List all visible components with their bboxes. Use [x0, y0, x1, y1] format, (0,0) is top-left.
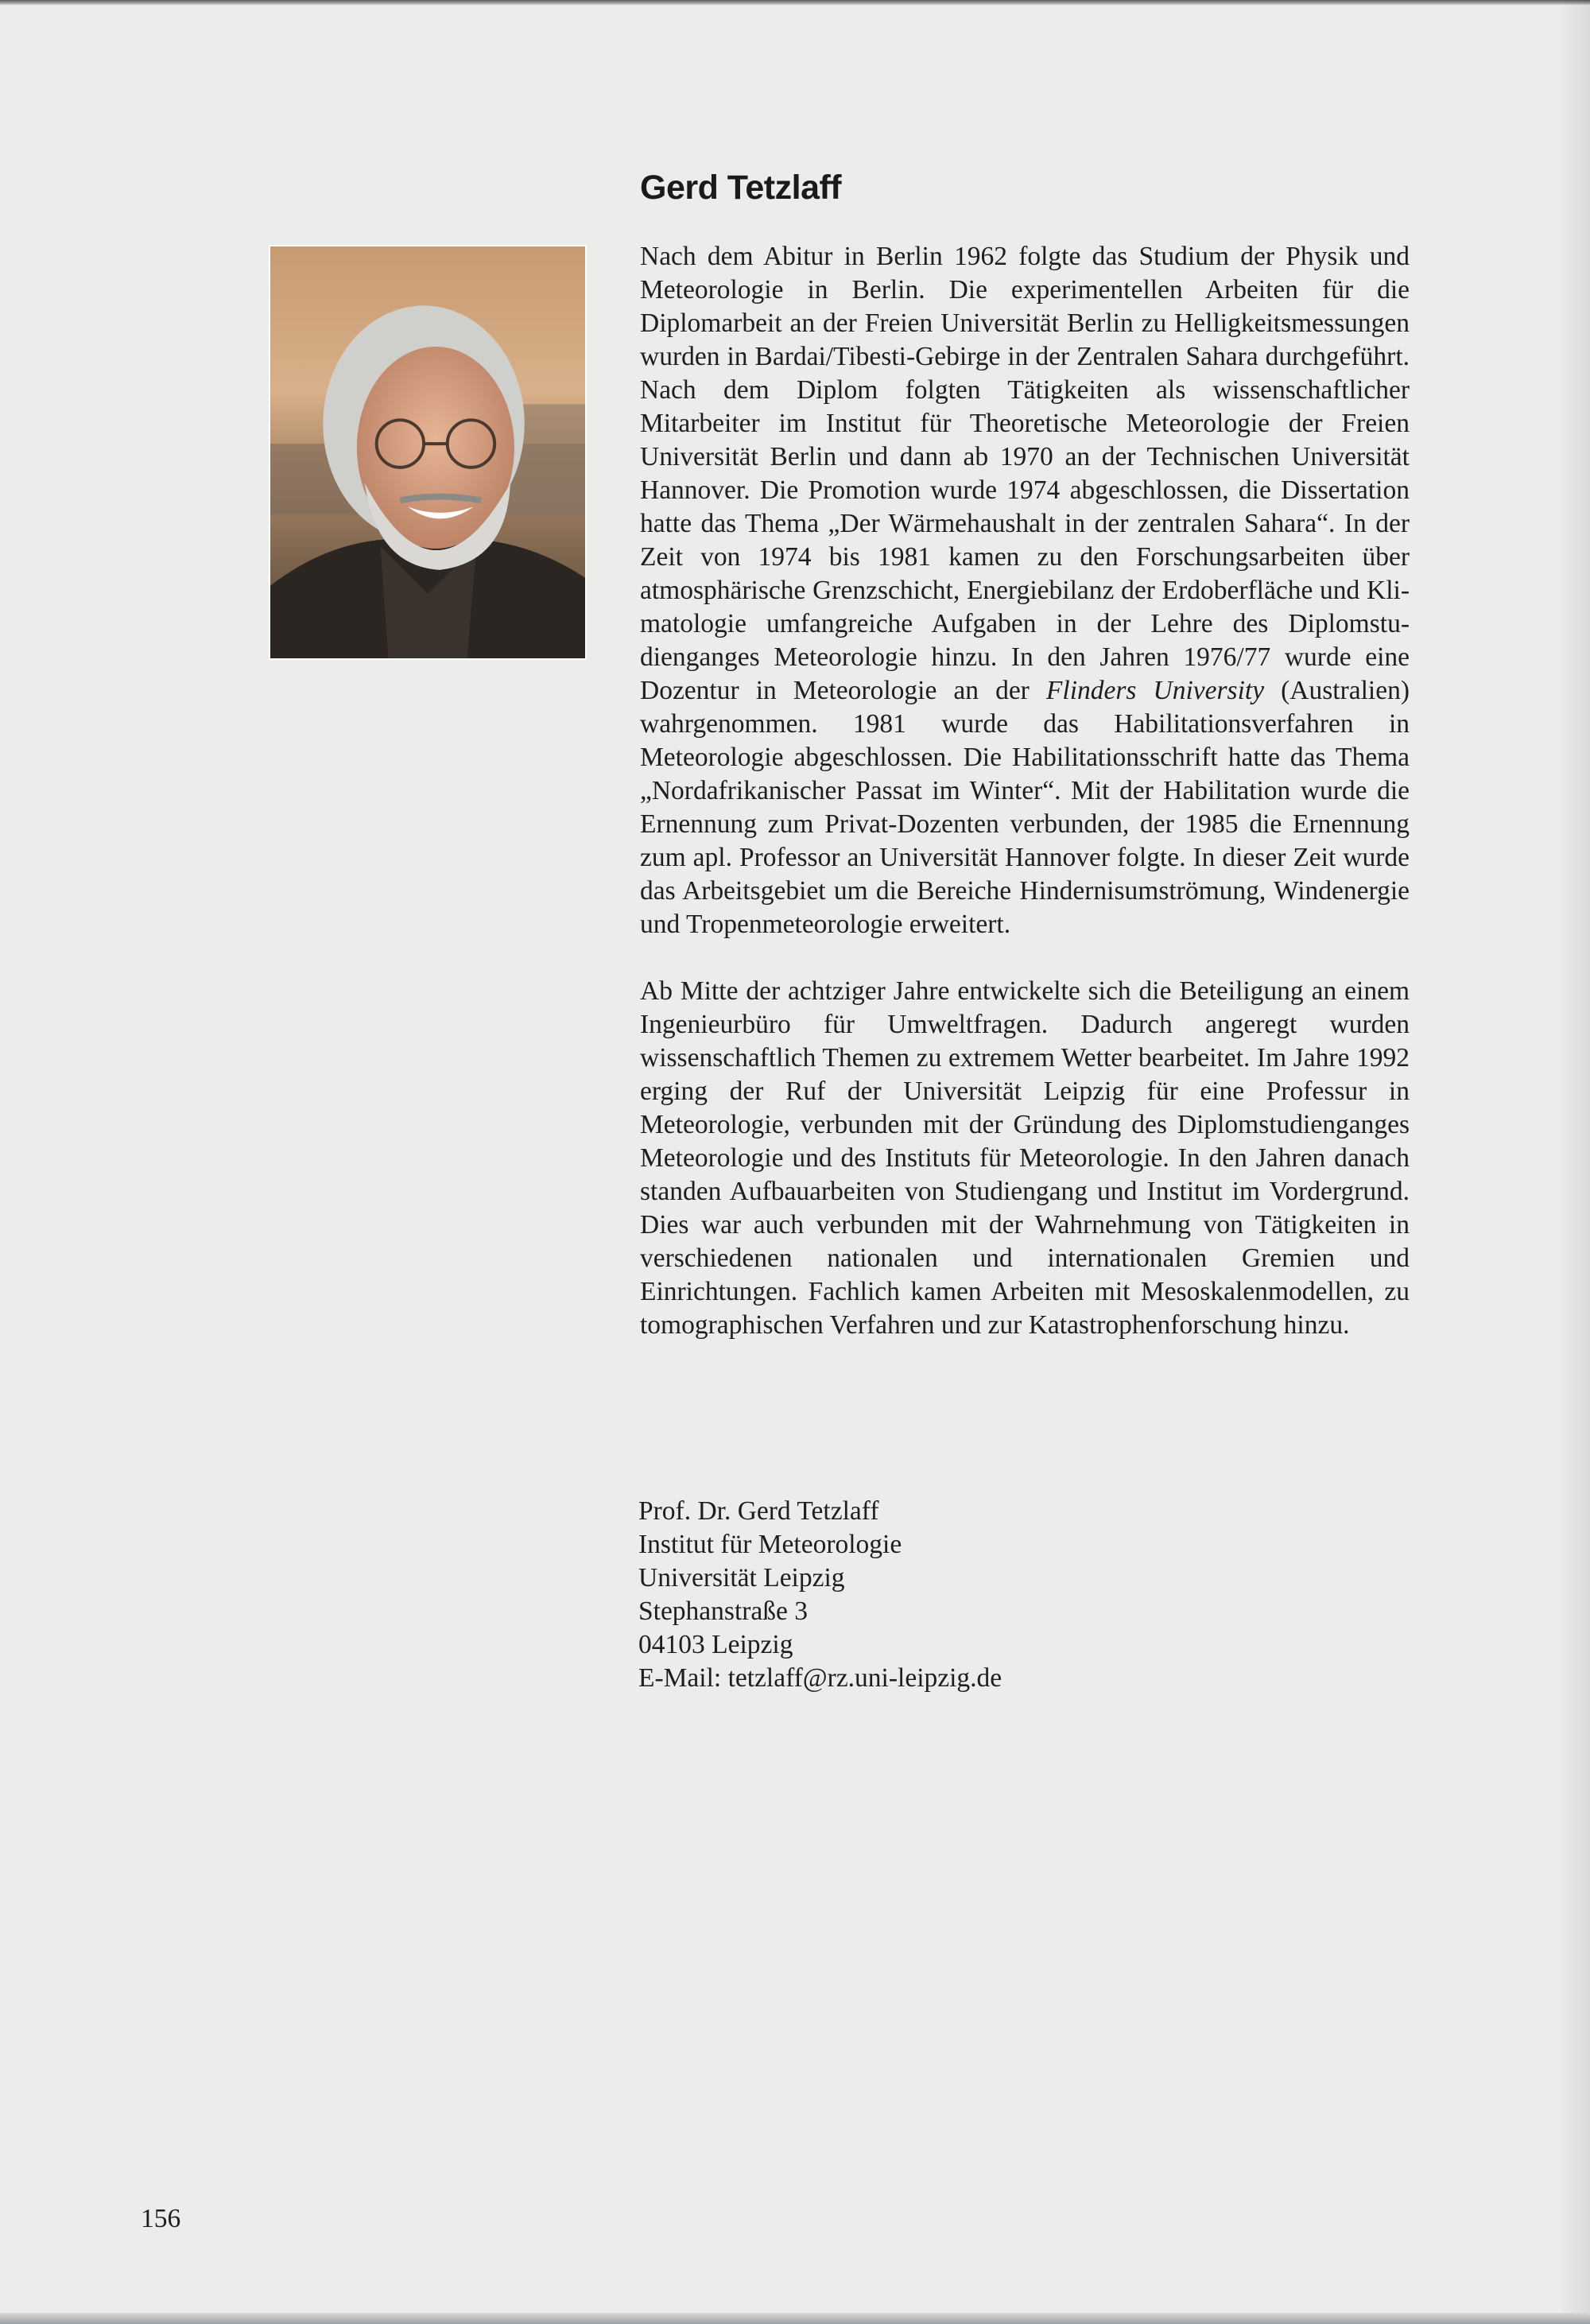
address-city: 04103 Leipzig [638, 1630, 793, 1659]
person-name-heading: Gerd Tetzlaff [640, 169, 842, 207]
page-bottom-edge [0, 2313, 1590, 2324]
paragraph-1-text-a: Nach dem Abitur in Berlin 1962 folgte das Studium der Physik und Meteorologie in Berlin. Die experimentellen Arbeiten für die Diplomarbeit an der Freien Universität Berlin zu Helligkeitsmessungen wurden in Bardai/Tibesti-Gebirge in der Zentralen Sahara durchgeführt. Nach dem Diplom folgten Tätigkeiten als wissenschaftlicher Mitarbeiter im Institut für Theoretische Meteorologie der Freien Universität Berlin und dann ab 1970 an der Technischen Universität Hannover. Die Promotion wurde 1974 abgeschlossen, die Dissertation hatte das Thema „Der Wärmehaushalt in der zentralen Sahara“. In der Zeit von 1974 bis 1981 kamen zu den Forschungsarbeiten über atmosphärische Grenzschicht, Energiebilanz der Erdoberfläche und Klimatologie umfangreiche Aufgaben in der Lehre des Diplomstudienganges Meteorologie hinzu. In den Jahren 1976/77 wurde eine Dozentur in Meteorologie an der [640, 242, 1410, 705]
paragraph-1-text-b: (Australien) wahrgenommen. 1981 wurde das Habilitationsverfahren in Meteorologie abgeschlossen. Die Habilitationsschrift hatte das Thema „Nordafrikanischer Passat im Winter“. Mit der Habilitation wurde die Ernennung zum Privat-Dozenten verbunden, der 1985 die Ernennung zum apl. Professor an Universität Hannover folgte. In dieser Zeit wurde das Arbeitsgebiet um die Bereiche Hindernisumströmung, Windenergie und Tropenmeteorologie erweitert. [640, 676, 1410, 939]
address-name: Prof. Dr. Gerd Tetzlaff [638, 1496, 879, 1526]
contact-address [638, 1495, 1002, 1695]
address-email[interactable]: E-Mail: tetzlaff@rz.uni-leipzig.de [638, 1663, 1002, 1693]
biography-paragraph-2: Ab Mitte der achtziger Jahre entwickelte sich die Beteiligung an einem Ingenieurbüro für Umweltfragen. Dadurch angeregt wurden wissenschaftlich Themen zu extremem Wetter bearbeitet. Im Jahre 1992 erging der Ruf der Universität Leipzig für eine Professur in Meteorologie, verbunden mit der Gründung des Diplomstudienganges Meteorologie und des Instituts für Meteorologie. In den Jahren danach standen Aufbauarbeiten von Studiengang und Institut im Vordergrund. Dies war auch verbunden mit der Wahrnehmung von Tätigkeiten in verschiedenen nationalen und internationalen Gremien und Einrichtungen. Fachlich kamen Arbeiten mit Mesoskalenmodellen, zu tomographischen Verfahren und zur Katastrophenforschung hinzu. [640, 976, 1410, 1340]
address-institute: Institut für Meteorologie [638, 1530, 902, 1559]
address-university: Universität Leipzig [638, 1563, 845, 1593]
biography-text [640, 240, 1410, 1342]
biography-paragraph-1 [640, 240, 1410, 941]
portrait-photo [269, 245, 587, 660]
page-number: 156 [141, 2204, 181, 2233]
university-name-italic: Flinders University [1045, 676, 1265, 705]
address-street: Stephanstraße 3 [638, 1597, 809, 1626]
